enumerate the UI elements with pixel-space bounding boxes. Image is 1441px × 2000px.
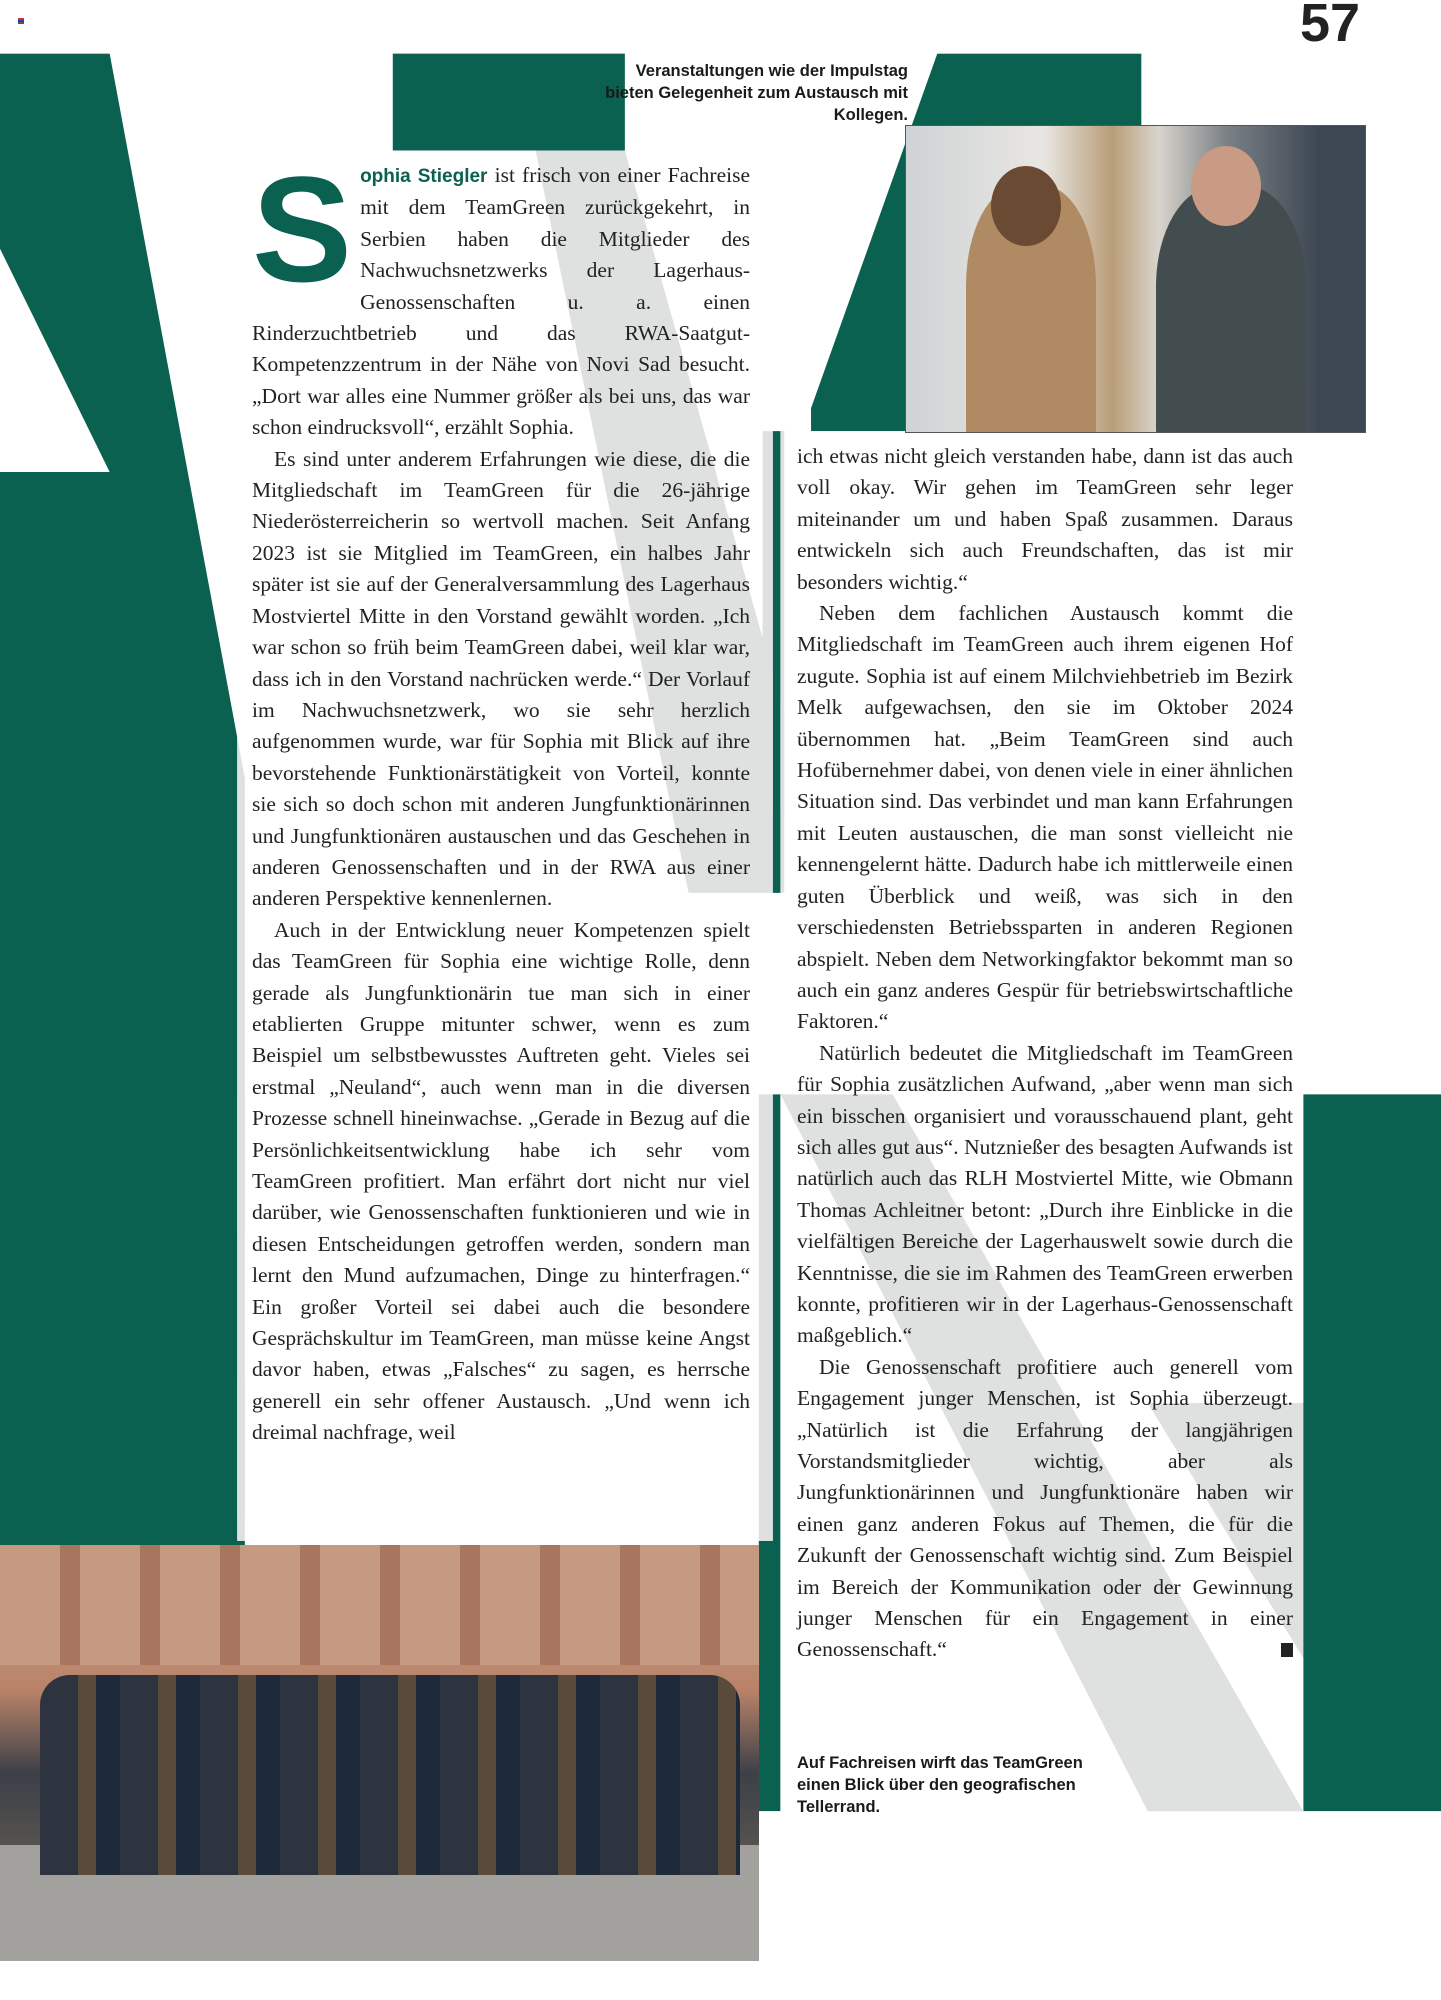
end-mark-icon (1281, 1643, 1293, 1657)
article-paragraph: ich etwas nicht gleich verstanden habe, dann ist das auch voll okay. Wir gehen im TeamGreen sehr leger miteinander um und haben Spaß zusammen. Daraus entwickeln sich auch Freundschaften, das ist mir besonders wichtig.“ (797, 444, 1293, 594)
article-paragraph: Neben dem fachlichen Austausch kommt die Mitgliedschaft im TeamGreen auch ihrem eigenen Hof zugute. Sophia ist auf einem Milchviehbetrieb im Bezirk Melk aufgewachsen, den sie im Oktober 2024 übernommen hat. „Beim TeamGreen sind auch Hofübernehmer dabei, von denen viele in einer ähnlichen Situation sind. Das verbindet und man kann Erfahrungen mit Leuten austauschen, die man sonst vielleicht nie kennengelernt hätte. Dadurch habe ich mittlerweile einen guten Überblick und weiß, was sich in den verschiedensten Betriebssparten in anderen Regionen abspielt. Neben dem Networkingfaktor bekommt man so auch ein ganz anderes Gespür für betriebswirtschaftliche Faktoren.“ (797, 601, 1293, 1034)
photo-impulstag (905, 125, 1366, 433)
paragraph-text: ist frisch von einer Fachreise mit dem TeamGreen zurückgekehrt, in Serbien haben die Mitglieder des Nachwuchsnetzwerks der Lagerhaus-Genossenschaften u. a. einen Rinderzuchtbetrieb und das RWA-Saatgut-Kompetenzzentrum in der Nähe von Novi Sad besucht. „Dort war alles eine Nummer größer als bei uns, das war schon eindrucksvoll“, erzählt Sophia. (252, 163, 750, 440)
color-mark (18, 18, 24, 24)
article-paragraph (252, 145, 750, 444)
drop-cap: S (252, 145, 353, 313)
article-paragraph: Es sind unter anderem Erfahrungen wie diese, die die Mitgliedschaft im TeamGreen für die 26-jährige Niederösterreicherin so wertvoll machen. Seit Anfang 2023 ist sie Mitglied im TeamGreen, ein halbes Jahr später ist sie auf der Generalversammlung des Lagerhaus Mostviertel Mitte in den Vorstand gewählt worden. „Ich war schon so früh beim TeamGreen dabei, weil klar war, dass ich in den Vorstand nachrücken werde.“ Der Vorlauf im Nachwuchsnetzwerk, wo sie sehr herzlich aufgenommen wurde, war für Sophia mit Blick auf ihre bevorstehende Funktionärstätigkeit von Vorteil, konnte sie sich so doch schon mit anderen Jungfunktionärinnen und Jungfunktionären austauschen und das Geschehen in anderen Genossenschaften und in der RWA aus einer anderen Perspektive kennenlernen. (252, 446, 750, 911)
photo-figure (1191, 146, 1261, 226)
photo-caption-bottom: Auf Fachreisen wirft das TeamGreen einen Blick über den geografischen Tellerrand. (797, 1754, 1083, 1816)
article-paragraph (797, 1352, 1293, 1666)
article-column-1 (252, 145, 750, 1449)
photo-group-trip (0, 1545, 759, 1961)
photo-building (0, 1545, 759, 1665)
article-paragraph: Natürlich bedeutet die Mitgliedschaft im TeamGreen für Sophia zusätzlichen Aufwand, „aber wenn man sich ein bisschen organisiert und vorausschauend plant, geht sich alles gut aus“. Nutznießer des besagten Aufwands ist natürlich auch das RLH Mostviertel Mitte, wie Obmann Thomas Achleitner betont: „Durch ihre Einblicke in die vielfältigen Bereiche der Lagerhauswelt sowie durch die Kenntnisse, die sie im Rahmen des TeamGreen erwerben konnte, profitieren wir in der Lagerhaus-Genossenschaft maßgeblich.“ (797, 1040, 1293, 1348)
page-number: 57 (1300, 0, 1361, 53)
photo-caption-top: Veranstaltungen wie der Impulstag bieten Gelegenheit zum Austausch mit Kollegen. (605, 62, 908, 124)
article-paragraph: Auch in der Entwicklung neuer Kompetenzen spielt das TeamGreen für Sophia eine wichtige Rolle, denn gerade als Jungfunktionärin tue man sich in einer etablierten Gruppe mitunter schwer, wenn es zum Beispiel um selbstbewusstes Auftreten geht. Vieles sei erstmal „Neuland“, auch wenn man in die diversen Prozesse schnell hineinwachse. „Gerade in Bezug auf die Persönlichkeitsentwicklung habe ich sehr vom TeamGreen profitiert. Man erfährt dort nicht nur viel darüber, wie Genossenschaften funktionieren und wie in diesen Entscheidungen getroffen werden, sondern man lernt den Mund aufzumachen, Dinge zu hinterfragen.“ Ein großer Vorteil sei dabei auch die besondere Gesprächskultur im TeamGreen, man müsse keine Angst davor haben, etwas „Falsches“ zu sagen, es herrsche generell ein sehr offener Austausch. „Und wenn ich dreimal nachfrage, weil (252, 917, 750, 1445)
photo-figure (991, 166, 1061, 246)
photo-group-people (40, 1675, 740, 1875)
paragraph-text: Die Genossenschaft profitiere auch generell vom Engagement junger Menschen, ist Sophia überzeugt. „Natürlich ist die Erfahrung der langjährigen Vorstandsmitglieder wichtig, aber als Jungfunktionärinnen und Jungfunktionäre haben wir einen ganz anderen Fokus auf Themen, die für die Zukunft der Genossenschaft wichtig sind. Zum Beispiel im Bereich der Kommunikation oder der Gewinnung junger Menschen für ein Engagement in einer Genossenschaft.“ (797, 1354, 1293, 1662)
article-column-2 (797, 441, 1293, 1666)
lead-name: ophia Stiegler (360, 166, 488, 187)
